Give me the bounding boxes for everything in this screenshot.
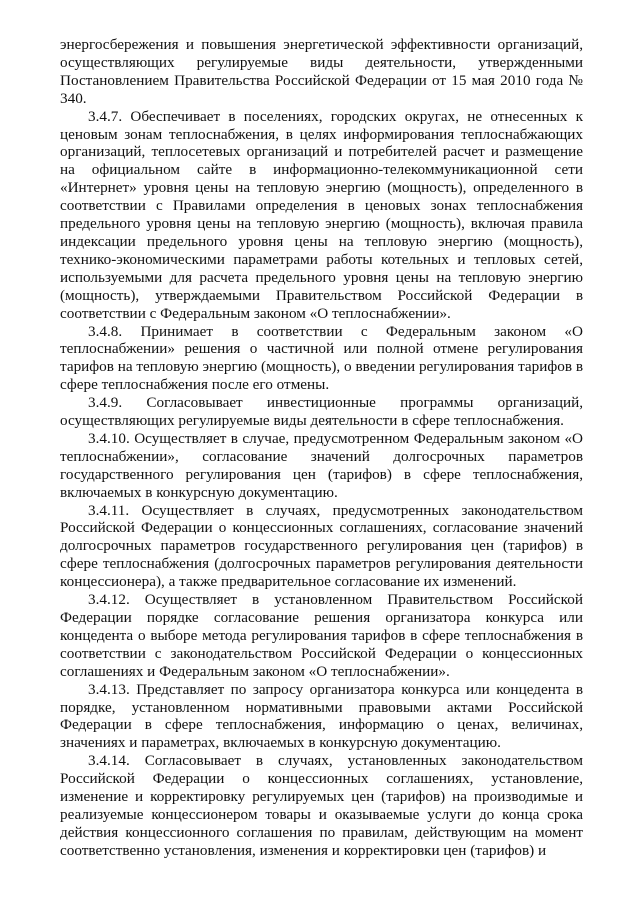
paragraph-3-4-9	[60, 394, 583, 430]
paragraph-text: Осуществляет в случаях, предусмотренных законодательством Российской Федерации о концессионных соглашениях, согласование значений долгосрочных параметров государственного регулирования цен (тарифов) в сфере теплоснабжения (долгосрочных параметров регулирования деятельности концессионера), а также предварительное согласование их изменений.	[60, 501, 584, 591]
paragraph-number: 3.4.10.	[88, 429, 130, 447]
paragraph-number: 3.4.12.	[88, 591, 130, 609]
paragraph-text: Осуществляет в случае, предусмотренном Федеральным законом «О теплоснабжении», согласование значений долгосрочных параметров государственного регулирования цен (тарифов) в сфере теплоснабжения, включаемых в конкурсную документацию.	[60, 429, 583, 501]
paragraph-continuation	[60, 36, 583, 108]
paragraph-3-4-13	[60, 681, 583, 753]
paragraph-text: Осуществляет в установленном Правительством Российской Федерации порядке согласование решения организатора конкурса или концедента о выборе метода регулирования тарифов в сфере теплоснабжения в соответствии с законодательством Российской Федерации о концессионных соглашениях и Федеральным законом «О теплоснабжении».	[60, 591, 583, 680]
paragraph-text: Представляет по запросу организатора конкурса или концедента в порядке, установленном нормативными правовыми актами Российской Федерации в сфере теплоснабжения, информацию о ценах, величинах, значениях и параметрах, включаемых в конкурсную документацию.	[60, 680, 583, 752]
paragraph-3-4-12	[60, 591, 583, 681]
paragraph-3-4-14	[60, 752, 583, 859]
paragraph-number: 3.4.8.	[88, 322, 123, 340]
paragraph-text: энергосбережения и повышения энергетической эффективности организаций, осуществляющих регулируемые виды деятельности, утвержденными Постановлением Правительства Российской Федерации от 15 мая 2010 года № 340.	[60, 36, 583, 107]
paragraph-text: Обеспечивает в поселениях, городских округах, не отнесенных к ценовым зонам теплоснабжения, в целях информирования теплоснабжающих организаций, теплосетевых организаций и потребителей расчет и размещение на официальном сайте в информационно-телекоммуникационной сети «Интернет» уровня цены на тепловую энергию (мощность), определенного в соответствии с Правилами определения в ценовых зонах теплоснабжения предельного уровня цены на тепловую энергию (мощность), включая правила индексации предельного уровня цены на тепловую энергию (мощность), технико-экономическими параметрами работы котельных и тепловых сетей, используемыми для расчета предельного уровня цены на тепловую энергию (мощность), утверждаемыми Правительством Российской Федерации в соответствии с Федеральным законом «О теплоснабжении».	[60, 107, 584, 322]
paragraph-number: 3.4.11.	[88, 501, 130, 519]
paragraph-number: 3.4.7.	[88, 107, 123, 125]
paragraph-3-4-10	[60, 430, 583, 502]
paragraph-number: 3.4.14.	[88, 752, 130, 770]
paragraph-number: 3.4.9.	[88, 394, 123, 412]
paragraph-text: Согласовывает инвестиционные программы организаций, осуществляющих регулируемые виды деятельности в сфере теплоснабжения.	[60, 394, 583, 430]
paragraph-text: Принимает в соответствии с Федеральным законом «О теплоснабжении» решения о частичной или полной отмене регулирования тарифов на тепловую энергию (мощность), о введении регулирования тарифов в сфере теплоснабжения после его отмены.	[60, 322, 583, 394]
paragraph-3-4-7	[60, 108, 583, 323]
paragraph-3-4-8	[60, 323, 583, 395]
paragraph-text: Согласовывает в случаях, установленных законодательством Российской Федерации о концессионных соглашениях, установление, изменение и корректировку регулируемых цен (тарифов) на производимые и реализуемые концессионером товары и оказываемые услуги до конца срока действия концессионного соглашения по правилам, действующим на момент соответственно установления, изменения и корректировки цен (тарифов) и	[60, 752, 583, 859]
paragraph-3-4-11	[60, 502, 583, 592]
document-page	[60, 36, 583, 860]
paragraph-number: 3.4.13.	[88, 680, 130, 698]
